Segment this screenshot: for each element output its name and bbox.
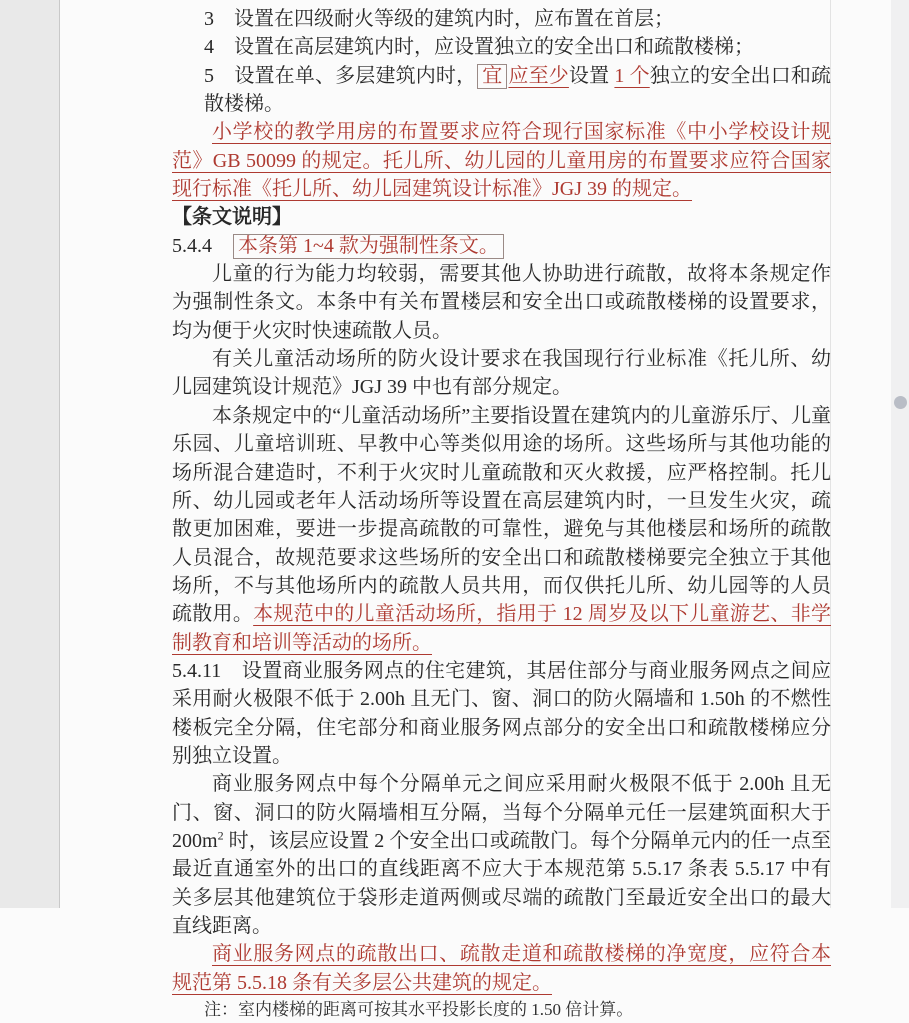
clause-5-4-11-paragraph: 5.4.11 设置商业服务网点的住宅建筑，其居住部分与商业服务网点之间应采用耐火极限不低于 2.00h 且无门、窗、洞口的防火隔墙和 1.50h 的不燃性楼板完全分隔，住宅部分和商业服务网点部分的安全出口和疏散楼梯应分别独立设置。 (172, 659, 831, 767)
item-5-inserted-text-2: 1 个 (614, 64, 650, 87)
paragraph-children-places-main: 本条规定中的“儿童活动场所”主要指设置在建筑内的儿童游乐厅、儿童乐园、儿童培训班、早教中心等类似用途的场所。这些场所与其他功能的场所混合建造时，不利于火灾时儿童疏散和灭火救援，应严格控制。托儿所、幼儿园或老年人活动场所等设置在高层建筑内时，一旦发生火灾，疏散更加困难，要进一步提高疏散的可靠性，避免与其他楼层和场所的疏散人员混合，故规范要求这些场所的安全出口和疏散楼梯要完全独立于其他场所，不与其他场所内的疏散人员共用，而仅供托儿所、幼儿园等的人员疏散用。 (172, 404, 831, 626)
paragraph-jgj39-reference: 有关儿童活动场所的防火设计要求在我国现行行业标准《托儿所、幼儿园建筑设计规范》JGJ 39 中也有部分规定。 (172, 348, 831, 399)
footnote-stair-distance: 注：室内楼梯的距离可按其水平投影长度的 1.50 倍计算。 (204, 1000, 634, 1020)
clause-item-5 (172, 62, 831, 119)
paragraph-children-places (172, 402, 831, 657)
amendment-width-paragraph: 商业服务网点的疏散出口、疏散走道和疏散楼梯的净宽度，应符合本规范第 5.5.18 条有关多层公共建筑的规定。 (172, 943, 831, 994)
item-5-prefix: 5 设置在单、多层建筑内时， (204, 64, 477, 87)
item-5-suffix: 独立的安全出口和疏散楼梯。 (204, 64, 832, 116)
item-5-inserted-text-1: 应至少 (508, 64, 569, 87)
network-units-text-1: 商业服务网点中每个分隔单元之间应采用耐火极限不低于 2.00h 且无门、窗、洞口的防火隔墙相互分隔，当每个分隔单元任一层建筑面积大于 200m (172, 773, 831, 852)
item-5-mid-text: 设置 (568, 64, 615, 87)
left-gutter (0, 0, 60, 908)
item-5-deleted-text: 宜 (477, 64, 507, 89)
square-meter-superscript: 2 (217, 828, 224, 843)
amendment-school-paragraph: 小学校的教学用房的布置要求应符合现行国家标准《中小学校设计规范》GB 50099 的规定。托儿所、幼儿园的儿童用房的布置要求应符合国家现行标准《托儿所、幼儿园建筑设计标准》JGJ 39 的规定。 (172, 121, 831, 201)
clause-item-4: 4 设置在高层建筑内时，应设置独立的安全出口和疏散楼梯； (204, 36, 754, 59)
document-page-content (172, 5, 831, 1023)
clause-5-4-4-mandatory-box: 本条第 1~4 款为强制性条文。 (233, 234, 504, 259)
section-header-explanation: 【条文说明】 (172, 206, 292, 229)
paragraph-network-units (172, 770, 831, 940)
paragraph-children-places-amendment: 本规范中的儿童活动场所，指用于 12 周岁及以下儿童游艺、非学制教育和培训等活动的场所。 (172, 603, 831, 654)
paragraph-children-ability: 儿童的行为能力均较弱，需要其他人协助进行疏散，故将本条规定作为强制性条文。本条中有关布置楼层和安全出口或疏散楼梯的设置要求，均为便于火灾时快速疏散人员。 (172, 263, 831, 342)
clause-item-3: 3 设置在四级耐火等级的建筑内时，应布置在首层； (204, 8, 674, 30)
clause-5-4-4-number: 5.4.4 (172, 234, 232, 257)
clause-5-4-4-line (172, 232, 831, 260)
scrollbar-track[interactable] (891, 0, 909, 908)
scroll-thumb-dot[interactable] (894, 396, 907, 409)
network-units-text-2: 时，该层应设置 2 个安全出口或疏散门。每个分隔单元内的任一点至最近直通室外的出口的直线距离不应大于本规范第 5.5.17 条表 5.5.17 中有关多层其他建筑位于袋形走道两侧或尽端的疏散门至最近安全出口的最大直线距离。 (172, 829, 831, 937)
